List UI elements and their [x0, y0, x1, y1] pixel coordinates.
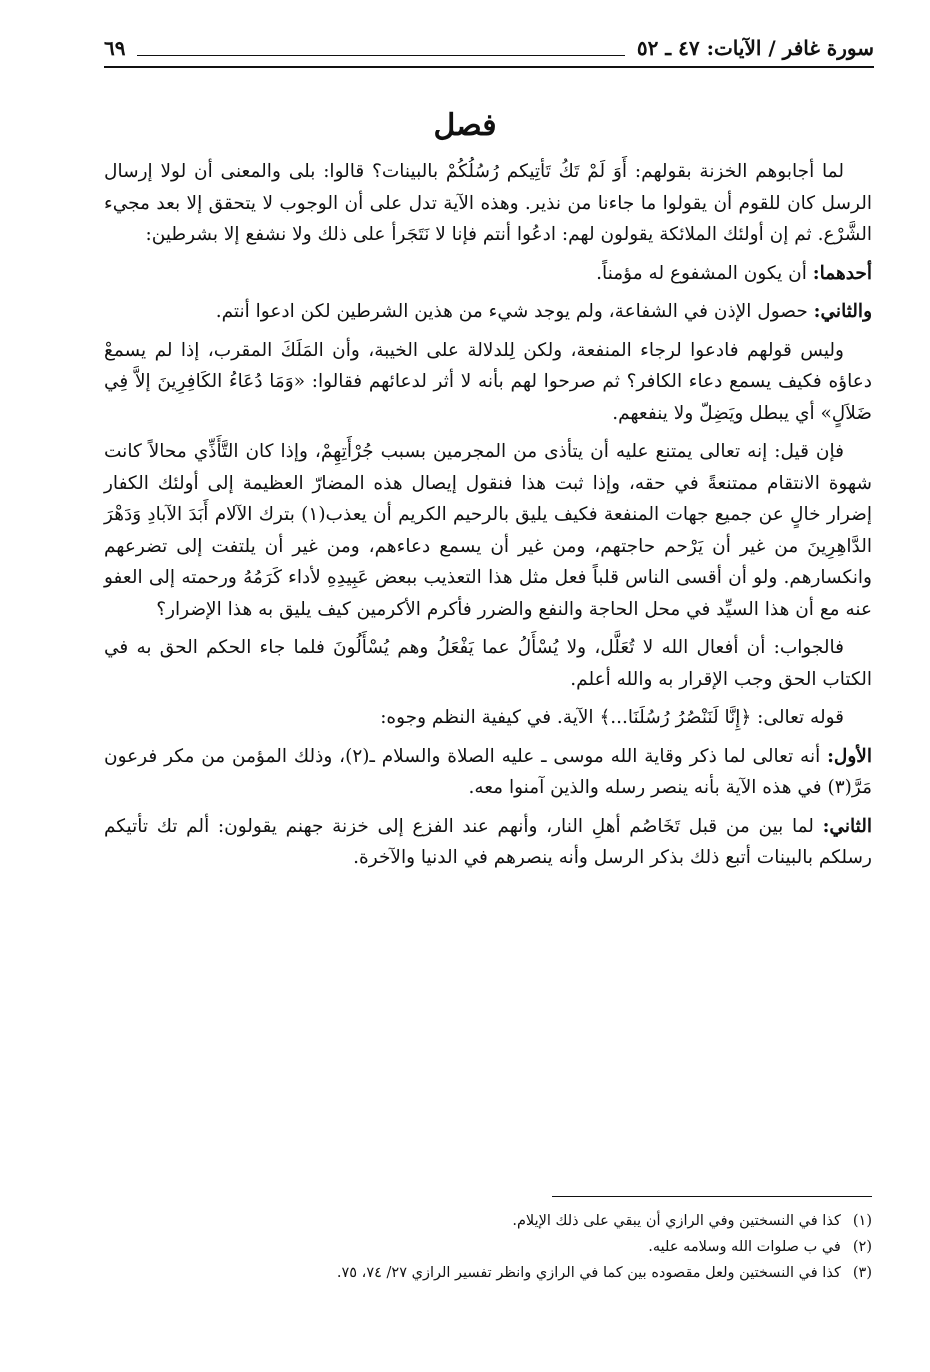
header-dash-line: [137, 41, 624, 56]
footnote-number: (٢): [852, 1239, 872, 1255]
page-number: ٦٩: [104, 36, 126, 60]
paragraph: والثاني: حصول الإذن في الشفاعة، ولم يوجد شيء من هذين الشرطين لكن ادعوا أنتم.: [215, 301, 872, 322]
footnote: [104, 1260, 872, 1286]
footnote-number: (١): [852, 1213, 872, 1229]
footnote-text: كذا في النسختين ولعل مقصوده بين كما في الرازي وانظر تفسير الرازي ٢٧/ ٧٤، ٧٥.: [336, 1265, 841, 1281]
paragraph: وليس قولهم فادعوا لرجاء المنفعة، ولكن لِلدلالة على الخيبة، وأن المَلَكَ المقرب، إذا لم يسمعْ دعاؤه فكيف يسمع دعاء الكافر؟ ثم صرحوا لهم بأنه لا أثر لدعائهم فقالوا: «وَمَا دُعَاءُ الكَافِرِينَ إلاَّ فِي ضَلاَلٍ» أي يبطل ويَضِلّ ولا ينفعهم.: [104, 339, 872, 424]
paragraph-label: أحدهما:: [812, 262, 872, 284]
footnotes: [104, 1208, 872, 1286]
footnote-number: (٣): [852, 1265, 872, 1281]
paragraph: فالجواب: أن أفعال الله لا تُعَلَّل، ولا يُسْأَلُ عما يَفْعَلُ وهم يُسْأَلُونَ فلما جاء الحكم الحق به في الكتاب الحق وجب الإقرار به والله أعلم.: [104, 637, 872, 690]
footnote-text: في ب صلوات الله وسلامه عليه.: [648, 1239, 841, 1255]
body-text: [104, 156, 872, 881]
header-title: سورة غافر / الآيات: ٤٧ ـ ٥٢: [636, 36, 874, 60]
paragraph-label: الأول:: [827, 745, 872, 767]
header-rule: [104, 66, 874, 68]
footnote-separator: [552, 1196, 872, 1197]
footnote: [104, 1234, 872, 1260]
paragraph: لما أجابوهم الخزنة بقولهم: أَوَ لَمْ تَكُ تَأتِيكم رُسُلُكُمْ بالبينات؟ قالوا: بلى والمعنى أن لولا إرسال الرسل كان للقوم أن يقولوا ما جاءنا من نذير. وهذه الآية تدل على أن الوجوب لا يتحقق إلا بعد مجيء الشَّرْع. ثم إن أولئك الملائكة يقولون لهم: ادعُوا أنتم فإنا لا نَتَجَرأ على ذلك ولا نشفع إلا بشرطين:: [104, 161, 872, 245]
section-title: فصل: [433, 108, 497, 143]
running-header: [104, 30, 874, 66]
footnote-text: كذا في النسختين وفي الرازي أن يبقي على ذلك الإيلام.: [512, 1213, 841, 1229]
paragraph: أحدهما: أن يكون المشفوع له مؤمناً.: [596, 262, 872, 284]
paragraph: الأول: أنه تعالى لما ذكر وقاية الله موسى ـ عليه الصلاة والسلام ـ(٢)، وذلك المؤمن من مكر فرعون مَرَّ(٣) في هذه الآية بأنه ينصر رسله والذين آمنوا معه.: [104, 745, 872, 798]
paragraph: الثاني: لما بين من قبل تَخَاصُم أهلِ النار، وأنهم عند الفزع إلى خزنة جهنم يقولون: ألم تك تأتيكم رسلكم بالبينات أتبع ذلك بذكر الرسل وأنه ينصرهم في الدنيا والآخرة.: [104, 815, 872, 868]
paragraph: فإن قيل: إنه تعالى يمتنع عليه أن يتأذى من المجرمين بسبب جُرْأَتِهِمْ، وإذا كان التَّأَذِّي محالاً كانت شهوة الانتقام ممتنعةً في حقه، وإذا ثبت هذا فنقول إيصال هذه المضارّ العظيمة إلى أولئك الكفار إضرار خالٍ عن جميع جهات المنفعة فكيف يليق بالرحيم الكريم أن يعذب(١) بترك الآلام أَبَدَ الآبادِ وَدَهْرَ الدَّاهِرِينَ من غير أن يَرْحم حاجتهم، ومن غير أن يسمع دعاءهم، ومن غير أن يلتفت إلى تضرعهم وانكسارهم. ولو أن أقسى الناس قلباً فعل مثل هذا التعذيب ببعض عَبِيدِهِ لأداء كَرَمُهُ ورحمته إلى العفو عنه مع أن هذا السيِّد في محل الحاجة والنفع والضرر فأكرم الأكرمين كيف يليق به هذا الإضرار؟: [104, 441, 872, 620]
footnote: [104, 1208, 872, 1234]
paragraph-label: الثاني:: [822, 815, 872, 837]
paragraph-label: والثاني:: [813, 301, 872, 322]
paragraph: قوله تعالى: ﴿إِنَّا لَنَنْصُرُ رُسُلَنَا...﴾ الآية. في كيفية النظم وجوه:: [380, 707, 844, 728]
